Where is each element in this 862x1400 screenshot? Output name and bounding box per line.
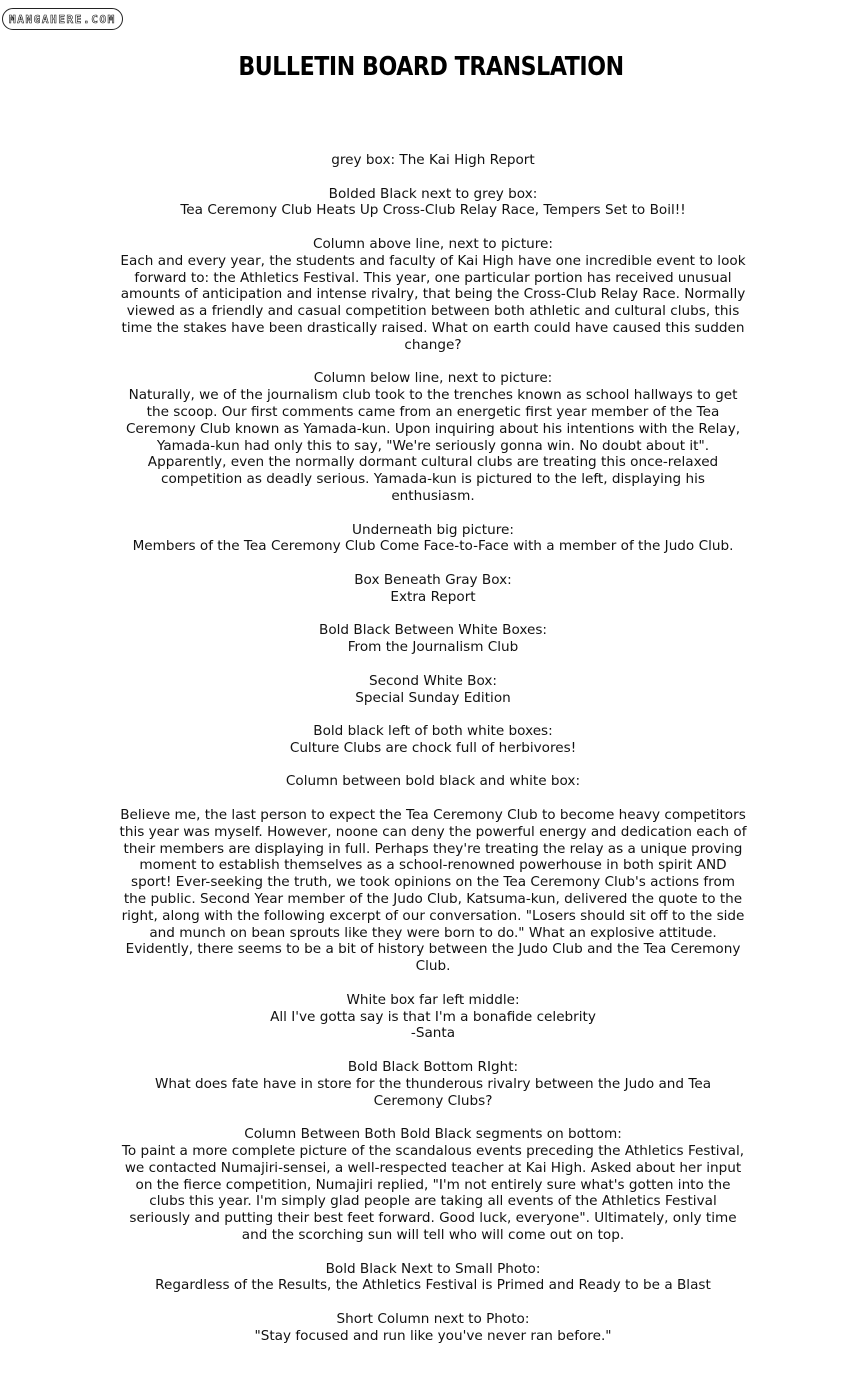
entry-text: Culture Clubs are chock full of herbivores! <box>289 739 577 756</box>
entry-short-column <box>118 1311 748 1345</box>
entry-headline <box>118 186 748 220</box>
entry-label: Second White Box: <box>368 672 498 689</box>
entry-label: Box Beneath Gray Box: <box>354 571 512 588</box>
entry-column-below-line <box>118 370 748 504</box>
entry-text: What does fate have in store for the thunderous rivalry between the Judo and Tea Ceremony Clubs? <box>154 1075 712 1109</box>
entry-text: Extra Report <box>390 588 476 605</box>
entry-label: Short Column next to Photo: <box>336 1310 530 1327</box>
page-title: BULLETIN BOARD TRANSLATION <box>238 52 624 82</box>
entry-box-beneath-gray <box>118 572 748 606</box>
entry-column-above-line <box>118 236 748 354</box>
entry-column-between <box>118 773 748 975</box>
entry-text: Tea Ceremony Club Heats Up Cross-Club Relay Race, Tempers Set to Boil!! <box>180 202 686 219</box>
entry-label: Underneath big picture: <box>352 521 514 538</box>
entry-label: grey box: The Kai High Report <box>331 152 535 168</box>
entry-text: To paint a more complete picture of the scandalous events preceding the Athletics Festival, we contacted Numajiri-sensei, a well-respected teacher at Kai High. Asked about her input on the fierce competition, Numajiri replied, "I'm not entirely sure what's gotten into the clubs this year. I'm simply glad people are taking all events of the Athletics Festival seriously and putting their best feet forward. Good luck, everyone". Ultimately, only time and the scorching sun will tell who will come out on top. <box>121 1143 745 1243</box>
entry-label: Bolded Black next to grey box: <box>328 185 538 202</box>
entry-text: Believe me, the last person to expect the Tea Ceremony Club to become heavy competitors this year was myself. However, noone can deny the powerful energy and dedication each of their members are displaying in full. Perhaps they're treating the relay as a unique proving moment to establish themselves as a school-renowned powerhouse in both spirit AND sport! Ever-seeking the truth, we took opinions on the Tea Ceremony Club's actions from the public. Second Year member of the Judo Club, Katsuma-kun, delivered the quote to the right, along with the following excerpt of our conversation. "Losers should sit off to the side and munch on bean sprouts like they were born to do." What an explosive attitude. Evidently, there seems to be a bit of history between the Judo Club and the Tea Ceremony Club. <box>119 807 747 975</box>
entry-label: Column Between Both Bold Black segments on bottom: <box>244 1126 622 1143</box>
entry-text: Each and every year, the students and faculty of Kai High have one incredible event to look forward to: the Athletics Festival. This year, one particular portion has received unusual amounts of anticipation and intense rivalry, that being the Cross-Club Relay Race. Normally viewed as a friendly and casual competition between both athletic and cultural clubs, this time the stakes have been drastically raised. What on earth could have caused this sudden change? <box>120 252 746 353</box>
entry-label: Bold Black Between White Boxes: <box>319 622 547 639</box>
entry-signature: -Santa <box>410 1025 456 1042</box>
entry-next-to-small-photo <box>118 1261 748 1295</box>
entry-white-box-far-left <box>118 992 748 1042</box>
entry-text: Members of the Tea Ceremony Club Come Face-to-Face with a member of the Judo Club. <box>132 538 734 555</box>
entry-text: Naturally, we of the journalism club took to the trenches known as school hallways to get the scoop. Our first comments came from an energetic first year member of the Tea Ceremony Club known as Yamada-kun. Upon inquiring about his intentions with the Relay, Yamada-kun had only this to say, "We're seriously gonna win. No doubt about it". Apparently, even the normally dormant cultural clubs are treating this once-relaxed competition as deadly serious. Yamada-kun is pictured to the left, displaying his enthusiasm. <box>125 387 741 504</box>
entry-label: Bold black left of both white boxes: <box>313 723 553 740</box>
entry-bold-bottom-right <box>118 1059 748 1109</box>
translation-content <box>118 152 748 1361</box>
entry-text: "Stay focused and run like you've never ran before." <box>254 1327 612 1344</box>
entry-text: From the Journalism Club <box>347 639 519 656</box>
entry-label: Column between bold black and white box: <box>285 773 581 790</box>
entry-label: Column above line, next to picture: <box>312 235 554 252</box>
entry-text: Special Sunday Edition <box>355 689 511 706</box>
watermark-logo: MANGAHERE.COM <box>2 8 123 30</box>
entry-second-white-box <box>118 673 748 707</box>
entry-left-of-white-boxes <box>118 723 748 757</box>
entry-column-bottom <box>118 1126 748 1244</box>
entry-label: Bold Black Next to Small Photo: <box>325 1260 541 1277</box>
entry-big-picture-caption <box>118 522 748 556</box>
entry-label: Column below line, next to picture: <box>313 370 553 387</box>
entry-label: Bold Black Bottom RIght: <box>347 1059 519 1076</box>
entry-grey-box <box>118 152 748 169</box>
entry-text: Regardless of the Results, the Athletics Festival is Primed and Ready to be a Blast <box>155 1277 711 1294</box>
entry-between-white-boxes <box>118 622 748 656</box>
entry-text: All I've gotta say is that I'm a bonafide celebrity <box>270 1008 596 1025</box>
entry-label: White box far left middle: <box>346 991 520 1008</box>
